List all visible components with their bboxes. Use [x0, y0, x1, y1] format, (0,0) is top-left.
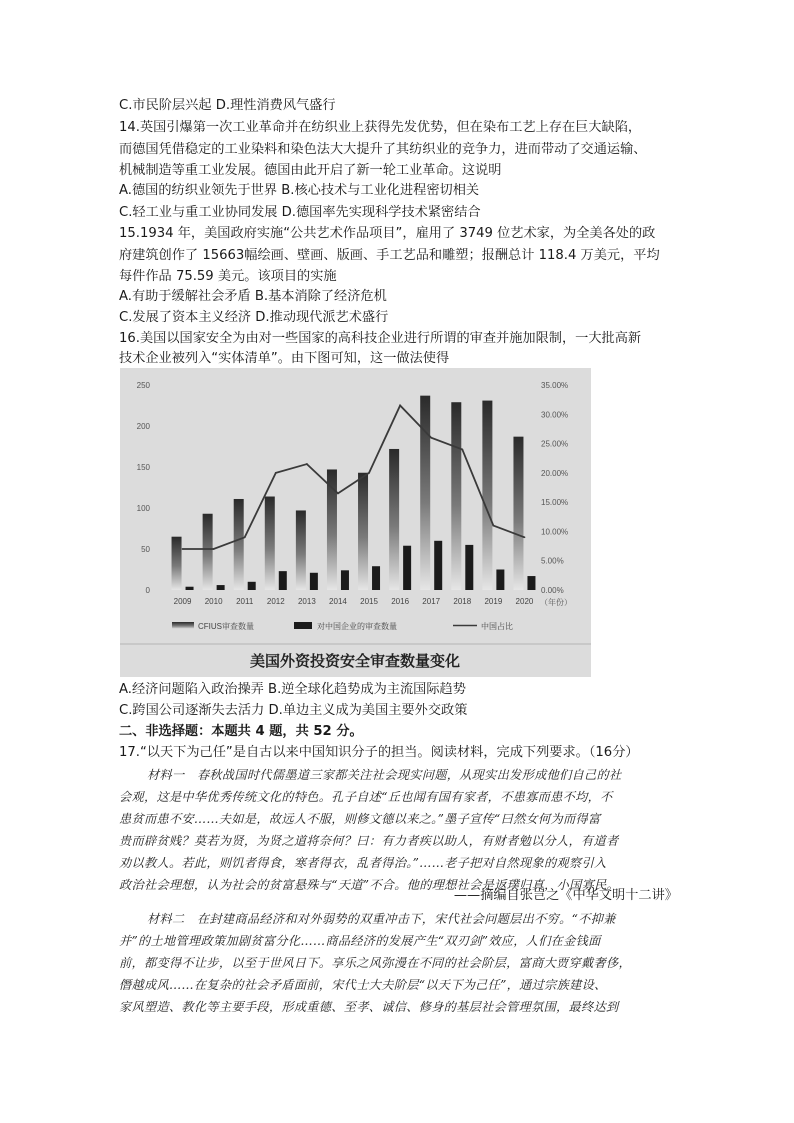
- q16-options-ab: A.经济问题陷入政治操弄 B.逆全球化趋势成为主流国际趋势: [119, 682, 466, 697]
- china-review-bar: [217, 585, 225, 590]
- material-1-line-3: 患贫而患不安……夫如是，故远人不服，则修文德以来之。”墨子宣传“曰然女何为而得富: [119, 812, 601, 826]
- legend-swatch-cfius: [172, 622, 194, 629]
- left-axis-tick: 200: [136, 422, 150, 431]
- x-axis-tick: 2018: [453, 597, 472, 606]
- x-axis-label: （年份）: [540, 598, 572, 607]
- cfius-bar: [296, 510, 306, 590]
- china-share-point: [430, 437, 432, 439]
- q14-stem-2: 而德国凭借稳定的工业染料和染色法大大提升了其纺织业的竞争力，进而带动了交通运输、: [119, 142, 647, 157]
- x-axis-tick: 2013: [297, 597, 316, 606]
- china-share-point: [213, 548, 215, 550]
- right-axis-tick: 15.00%: [541, 498, 569, 508]
- right-axis-tick: 35.00%: [541, 381, 569, 390]
- china-review-bar: [527, 576, 535, 590]
- x-axis-tick: 2009: [173, 597, 192, 606]
- legend-label-cfius: CFIUS审查数量: [198, 622, 254, 631]
- cfius-bar: [451, 402, 461, 590]
- material-1-source: ——摘编自张岂之《中华文明十二讲》: [453, 888, 678, 903]
- material-2-line-1: 材料二 在封建商品经济和对外弱势的双重冲击下，宋代社会问题层出不穷。“不抑兼: [147, 912, 616, 926]
- q13-options-cd: C.市民阶层兴起 D.理性消费风气盛行: [119, 98, 336, 113]
- china-review-bar: [279, 571, 287, 590]
- right-axis-tick: 5.00%: [541, 556, 564, 566]
- cfius-bar: [482, 401, 492, 590]
- material-1-line-4: 贵而辟贫贱？莫若为贤，为贤之道将奈何？曰：有力者疾以助人，有财者勉以分人，有道者: [119, 834, 619, 848]
- q15-options-ab: A.有助于缓解社会矛盾 B.基本消除了经济危机: [119, 289, 387, 304]
- x-axis-tick: 2011: [236, 597, 254, 606]
- cfius-bar: [234, 499, 244, 590]
- q16-stem-1: 16.美国以国家安全为由对一些国家的高科技企业进行所谓的审查并施加限制，一大批高新: [119, 331, 642, 346]
- material-2-line-4: 僭越成风……在复杂的社会矛盾面前，宋代士大夫阶层“以天下为己任”，通过宗族建设、: [119, 978, 607, 992]
- q16-options-cd: C.跨国公司逐渐失去活力 D.单边主义成为美国主要外交政策: [119, 703, 468, 718]
- q16-stem-2: 技术企业被列入“实体清单”。由下图可知，这一做法使得: [119, 351, 450, 366]
- chart-title: 美国外资投资安全审查数量变化: [249, 652, 461, 670]
- china-share-point: [461, 449, 463, 451]
- x-axis-tick: 2019: [484, 597, 503, 606]
- cfius-bar: [203, 514, 213, 590]
- china-review-bar: [186, 587, 194, 590]
- left-axis-tick: 150: [136, 463, 150, 472]
- left-axis-tick: 50: [141, 545, 150, 554]
- q14-stem-3: 机械制造等重工业发展。德国由此开启了新一轮工业革命。这说明: [119, 163, 502, 178]
- x-axis-tick: 2016: [391, 597, 410, 606]
- material-2-line-3: 前，都变得不让步，以至于世风日下。享乐之风弥漫在不同的社会阶层，富商大贾穿戴奢侈，: [119, 956, 631, 970]
- cfius-bar: [513, 437, 523, 590]
- china-review-bar: [465, 545, 473, 590]
- legend-label-share: 中国占比: [481, 622, 513, 631]
- right-axis-tick: 20.00%: [541, 468, 569, 478]
- section-2-heading: 二、非选择题：本题共 4 题，共 52 分。: [119, 724, 363, 739]
- material-1-line-5: 劝以教人。若此，则饥者得食，寒者得衣，乱者得治。”……老子把对自然现象的观察引入: [119, 856, 607, 870]
- x-axis-tick: 2015: [360, 597, 378, 606]
- material-1-line-2: 会观，这是中华优秀传统文化的特色。孔子自述“丘也闻有国有家者，不患寡而患不均，不: [119, 790, 613, 804]
- china-share-point: [244, 536, 246, 538]
- right-axis-tick: 25.00%: [541, 439, 569, 449]
- q14-options-ab: A.德国的纺织业领先于世界 B.核心技术与工业化进程密切相关: [119, 183, 480, 198]
- china-share-point: [492, 525, 494, 527]
- material-2-line-2: 并”的土地管理政策加剧贫富分化……商品经济的发展产生“双刃剑”效应，人们在金钱面: [119, 934, 601, 948]
- left-axis-tick: 250: [136, 381, 150, 390]
- legend-label-china: 对中国企业的审查数量: [317, 622, 397, 631]
- china-share-point: [182, 548, 184, 550]
- material-2-line-5: 家风塑造、教化等主要手段，形成重德、至孝、诚信、修身的基层社会管理氛围，最终达到: [119, 1000, 619, 1014]
- cfius-bar: [389, 449, 399, 590]
- x-axis-tick: 2017: [422, 597, 441, 606]
- material-1-line-1: 材料一 春秋战国时代儒墨道三家都关注社会现实问题，从现实出发形成他们自己的社: [147, 768, 622, 782]
- china-review-bar: [372, 566, 380, 590]
- cfius-bar: [358, 473, 368, 590]
- china-review-bar: [496, 570, 504, 591]
- china-review-bar: [310, 573, 318, 590]
- cfius-review-chart: [120, 368, 591, 677]
- q15-stem-3: 每件作品 75.59 美元。该项目的实施: [119, 269, 337, 284]
- x-axis-tick: 2012: [266, 597, 285, 606]
- x-axis-tick: 2010: [204, 597, 223, 606]
- q14-options-cd: C.轻工业与重工业协同发展 D.德国率先实现科学技术紧密结合: [119, 205, 481, 220]
- china-share-point: [399, 405, 401, 407]
- china-share-point: [524, 536, 526, 538]
- q15-options-cd: C.发展了资本主义经济 D.推动现代派艺术盛行: [119, 310, 389, 325]
- cfius-bar: [172, 537, 182, 590]
- x-axis-tick: 2014: [329, 597, 347, 606]
- china-review-bar: [248, 582, 256, 590]
- legend-swatch-china: [294, 622, 312, 629]
- x-axis-tick: 2020: [515, 597, 534, 606]
- china-review-bar: [434, 541, 442, 590]
- right-axis-tick: 0.00%: [541, 586, 564, 595]
- right-axis-tick: 30.00%: [541, 410, 569, 420]
- left-axis-tick: 100: [136, 504, 150, 513]
- material-1-line-6: 政治社会理想，认为社会的贫富悬殊与“天道”不合。他的理想社会是返璞归真，小国寡民。: [119, 878, 620, 892]
- chart-svg: [120, 368, 591, 677]
- q15-stem-1: 15.1934 年，美国政府实施“公共艺术作品项目”，雇用了 3749 位艺术家，为全美各处的政: [119, 226, 656, 241]
- china-share-point: [275, 472, 277, 474]
- china-review-bar: [341, 570, 349, 590]
- left-axis-tick: 0: [145, 586, 150, 595]
- china-share-point: [337, 492, 339, 494]
- china-share-point: [306, 463, 308, 465]
- china-review-bar: [403, 546, 411, 590]
- cfius-bar: [420, 396, 430, 590]
- q17-stem: 17.“以天下为己任”是自古以来中国知识分子的担当。阅读材料，完成下列要求。（16分）: [119, 745, 639, 760]
- q15-stem-2: 府建筑创作了 15663幅绘画、壁画、版画、手工艺品和雕塑；报酬总计 118.4 万美元，平均: [119, 248, 660, 263]
- cfius-bar: [265, 497, 275, 590]
- right-axis-tick: 10.00%: [541, 527, 569, 537]
- china-share-point: [368, 472, 370, 474]
- q14-stem-1: 14.英国引爆第一次工业革命并在纺织业上获得先发优势，但在染布工艺上存在巨大缺陷，: [119, 120, 642, 135]
